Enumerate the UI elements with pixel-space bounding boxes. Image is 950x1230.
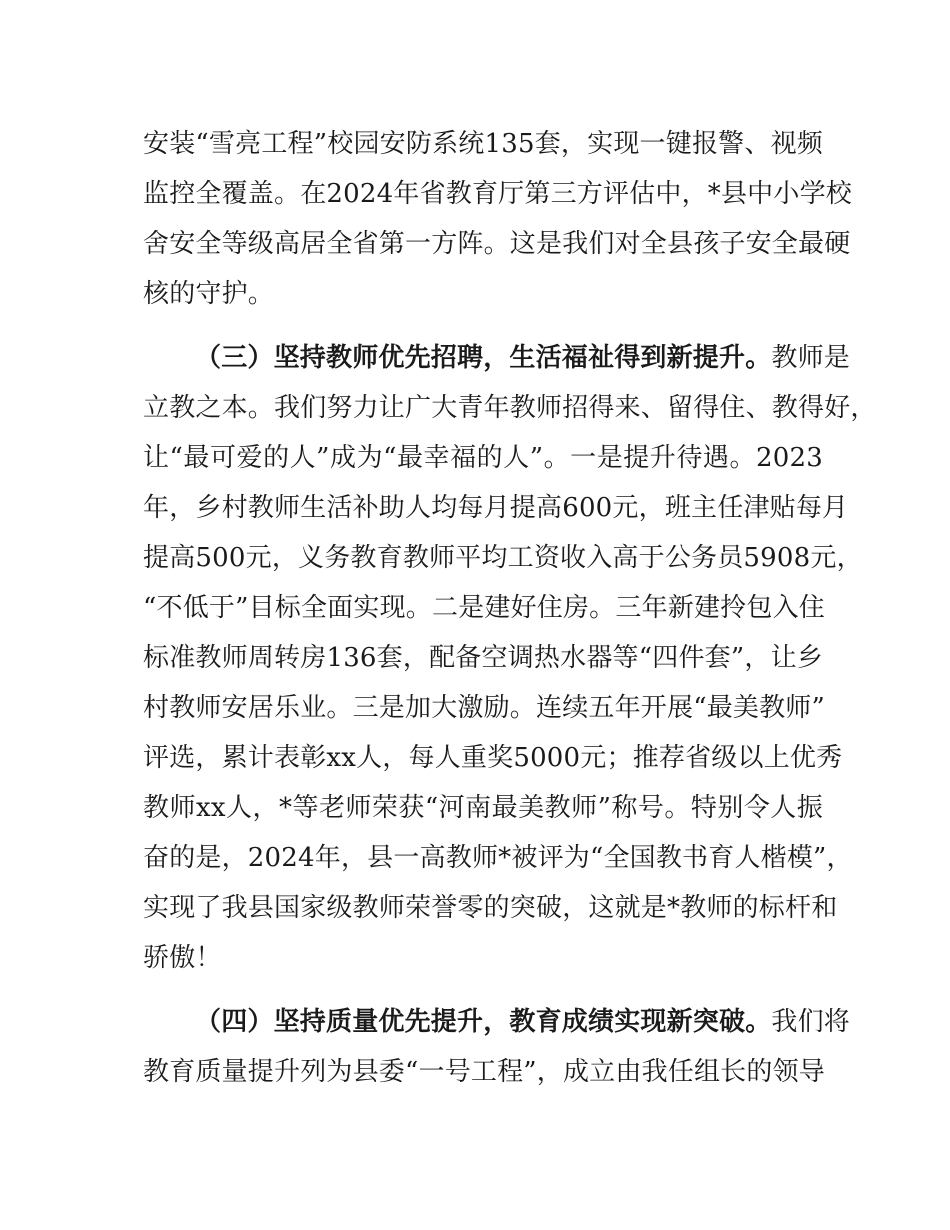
section-heading: （三）坚持教师优先招聘，生活福祉得到新提升。 bbox=[195, 343, 772, 373]
paragraph-line: 核的守护。 bbox=[143, 279, 275, 309]
paragraph-line: 评选，累计表彰xx人，每人重奖5000元；推荐省级以上优秀 bbox=[143, 743, 843, 773]
paragraph-line: 村教师安居乐业。三是加大激励。连续五年开展“最美教师” bbox=[143, 693, 825, 723]
paragraph-line: 监控全覆盖。在2024年省教育厅第三方评估中，*县中小学校 bbox=[143, 179, 852, 209]
paragraph-line: 奋的是，2024年，县一高教师*被评为“全国教书育人楷模”， bbox=[143, 843, 853, 873]
paragraph-line: 教师xx人，*等老师荣获“河南最美教师”称号。特别令人振 bbox=[143, 793, 823, 823]
paragraph-line: 标准教师周转房136套，配备空调热水器等“四件套”，让乡 bbox=[143, 643, 823, 673]
section-heading-line bbox=[195, 338, 851, 378]
paragraph-line: 骄傲！ bbox=[143, 943, 222, 973]
section-heading-line bbox=[195, 1002, 851, 1042]
paragraph-line: 年，乡村教师生活补助人均每月提高600元，班主任津贴每月 bbox=[143, 493, 849, 523]
paragraph-line: 安装“雪亮工程”校园安防系统135套，实现一键报警、视频 bbox=[143, 129, 823, 159]
paragraph-text: 我们将 bbox=[771, 1007, 851, 1037]
paragraph-line: 教育质量提升列为县委“一号工程”，成立由我任组长的领导 bbox=[143, 1057, 825, 1087]
paragraph-line: 让“最可爱的人”成为“最幸福的人”。一是提升待遇。2023 bbox=[143, 443, 823, 473]
paragraph-line: 舍安全等级高居全省第一方阵。这是我们对全县孩子安全最硬 bbox=[143, 229, 851, 259]
paragraph-line: “不低于”目标全面实现。二是建好住房。三年新建拎包入住 bbox=[143, 593, 825, 623]
paragraph-line: 立教之本。我们努力让广大青年教师招得来、留得住、教得好， bbox=[143, 393, 877, 423]
section-heading: （四）坚持质量优先提升，教育成绩实现新突破。 bbox=[195, 1007, 772, 1037]
paragraph-text: 教师是 bbox=[771, 343, 851, 373]
paragraph-line: 实现了我县国家级教师荣誉零的突破，这就是*教师的标杆和 bbox=[143, 893, 838, 923]
paragraph-line: 提高500元，义务教育教师平均工资收入高于公务员5908元， bbox=[143, 543, 863, 573]
